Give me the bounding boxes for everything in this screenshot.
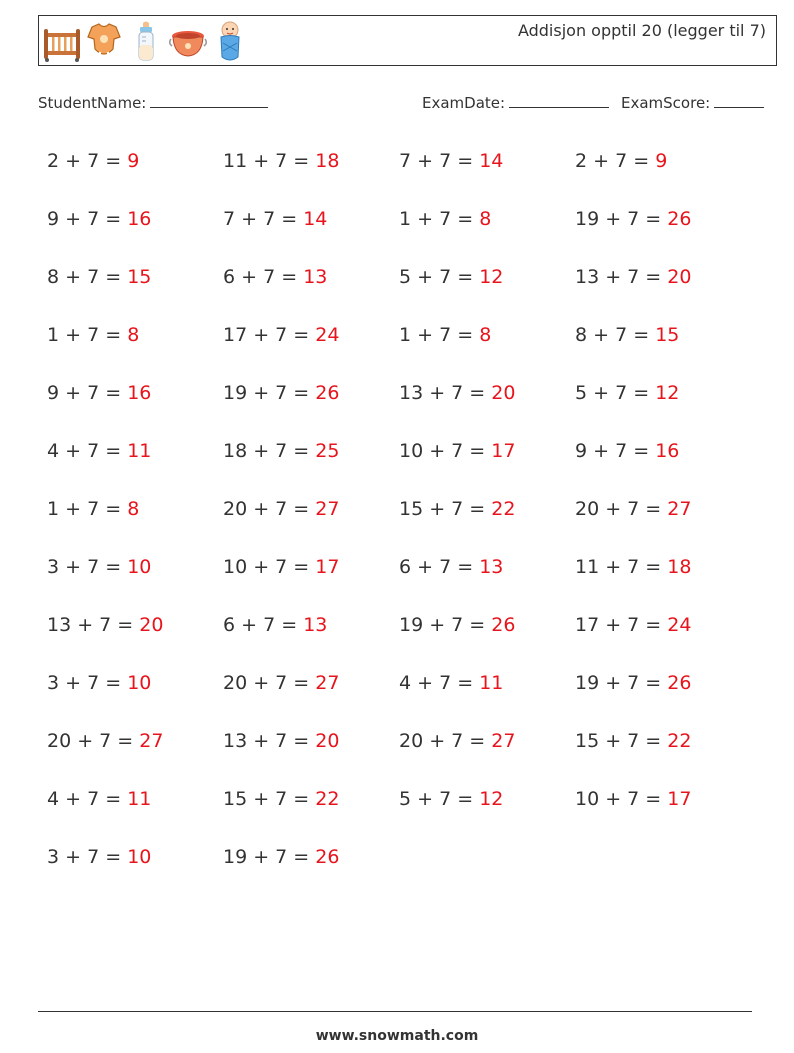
problem-question: 5 + 7 =: [575, 382, 656, 404]
exam-date-blank: [509, 93, 609, 108]
problem-item: [223, 550, 399, 608]
problem-answer: 26: [667, 672, 692, 694]
problem-item: [575, 492, 751, 550]
problem-question: 6 + 7 =: [223, 614, 304, 636]
problem-answer: 22: [315, 788, 340, 810]
problem-question: 18 + 7 =: [223, 440, 316, 462]
problem-answer: 18: [667, 556, 692, 578]
baby-potty-icon: [168, 19, 208, 63]
problem-question: 3 + 7 =: [47, 556, 128, 578]
problem-answer: 12: [479, 788, 504, 810]
header-icons: [42, 19, 250, 63]
problem-question: 8 + 7 =: [575, 324, 656, 346]
problem-question: 2 + 7 =: [47, 150, 128, 172]
problem-item: [47, 782, 223, 840]
problem-item: [223, 144, 399, 202]
problem-question: 20 + 7 =: [223, 672, 316, 694]
problem-question: 17 + 7 =: [575, 614, 668, 636]
problem-question: 17 + 7 =: [223, 324, 316, 346]
student-name-field: [38, 93, 268, 112]
problem-question: 3 + 7 =: [47, 846, 128, 868]
problem-item: [223, 666, 399, 724]
problem-answer: 16: [127, 382, 152, 404]
problem-question: 20 + 7 =: [399, 730, 492, 752]
problem-item: [399, 666, 575, 724]
problem-item: [47, 434, 223, 492]
problem-item: [47, 202, 223, 260]
problem-item: [47, 608, 223, 666]
baby-bottle-icon: [126, 19, 166, 63]
problem-item: [223, 724, 399, 782]
student-name-label: StudentName:: [38, 94, 147, 112]
problem-question: 20 + 7 =: [575, 498, 668, 520]
problem-answer: 8: [479, 208, 492, 230]
problem-question: 20 + 7 =: [223, 498, 316, 520]
problem-question: 15 + 7 =: [399, 498, 492, 520]
problem-item: [47, 376, 223, 434]
problem-answer: 11: [127, 788, 152, 810]
problem-question: 9 + 7 =: [47, 382, 128, 404]
problem-answer: 26: [667, 208, 692, 230]
problem-question: 11 + 7 =: [223, 150, 316, 172]
problem-question: 20 + 7 =: [47, 730, 140, 752]
problem-question: 9 + 7 =: [47, 208, 128, 230]
problem-question: 19 + 7 =: [575, 208, 668, 230]
problem-question: 4 + 7 =: [47, 788, 128, 810]
footer-url: www.snowmath.com: [315, 1028, 479, 1044]
problem-answer: 16: [127, 208, 152, 230]
problem-question: 7 + 7 =: [223, 208, 304, 230]
problem-answer: 20: [139, 614, 164, 636]
problem-question: 15 + 7 =: [575, 730, 668, 752]
problem-answer: 10: [127, 672, 152, 694]
problem-question: 13 + 7 =: [575, 266, 668, 288]
exam-score-blank: [714, 93, 764, 108]
problem-question: 6 + 7 =: [223, 266, 304, 288]
problem-question: 10 + 7 =: [399, 440, 492, 462]
problem-question: 11 + 7 =: [575, 556, 668, 578]
problem-answer: 27: [315, 672, 340, 694]
exam-date-field: [422, 93, 609, 112]
problem-item: [223, 202, 399, 260]
problem-question: 5 + 7 =: [399, 266, 480, 288]
problem-question: 1 + 7 =: [47, 324, 128, 346]
problem-answer: 18: [315, 150, 340, 172]
problem-question: 19 + 7 =: [399, 614, 492, 636]
problem-answer: 12: [655, 382, 680, 404]
problem-item: [223, 318, 399, 376]
problem-item: [575, 724, 751, 782]
problem-answer: 20: [315, 730, 340, 752]
problem-item: [399, 724, 575, 782]
problem-item: [47, 840, 223, 898]
problem-item: [399, 318, 575, 376]
problem-item: [47, 492, 223, 550]
problem-question: 9 + 7 =: [575, 440, 656, 462]
problem-answer: 9: [127, 150, 140, 172]
problem-answer: 9: [655, 150, 668, 172]
problem-item: [399, 782, 575, 840]
problem-answer: 14: [303, 208, 328, 230]
problem-question: 13 + 7 =: [399, 382, 492, 404]
problem-question: 19 + 7 =: [223, 846, 316, 868]
problem-item: [575, 202, 751, 260]
problem-question: 13 + 7 =: [47, 614, 140, 636]
problem-question: 8 + 7 =: [47, 266, 128, 288]
problem-answer: 15: [127, 266, 152, 288]
problem-item: [47, 144, 223, 202]
problem-item: [575, 144, 751, 202]
problem-question: 13 + 7 =: [223, 730, 316, 752]
problem-answer: 22: [667, 730, 692, 752]
problem-item: [223, 840, 399, 898]
problem-item: [223, 376, 399, 434]
problem-answer: 8: [479, 324, 492, 346]
problem-answer: 24: [315, 324, 340, 346]
problem-answer: 17: [491, 440, 516, 462]
problem-question: 1 + 7 =: [399, 208, 480, 230]
problem-question: 5 + 7 =: [399, 788, 480, 810]
problem-item: [223, 608, 399, 666]
problem-answer: 20: [491, 382, 516, 404]
problem-answer: 8: [127, 498, 140, 520]
problem-item: [223, 260, 399, 318]
worksheet-title: Addisjon opptil 20 (legger til 7): [517, 21, 766, 40]
problem-item: [399, 492, 575, 550]
problem-question: 6 + 7 =: [399, 556, 480, 578]
problem-question: 4 + 7 =: [399, 672, 480, 694]
problem-item: [575, 782, 751, 840]
student-name-blank: [150, 93, 268, 108]
problem-item: [575, 666, 751, 724]
problem-item: [399, 202, 575, 260]
problem-item: [575, 550, 751, 608]
problem-item: [575, 260, 751, 318]
problem-question: 10 + 7 =: [575, 788, 668, 810]
problem-question: 3 + 7 =: [47, 672, 128, 694]
problem-question: 2 + 7 =: [575, 150, 656, 172]
problem-answer: 13: [303, 266, 328, 288]
problem-item: [575, 376, 751, 434]
problem-item: [575, 434, 751, 492]
problem-answer: 26: [315, 382, 340, 404]
worksheet-header: [38, 15, 777, 66]
problem-answer: 27: [139, 730, 164, 752]
problem-answer: 17: [667, 788, 692, 810]
problem-answer: 10: [127, 556, 152, 578]
problem-answer: 24: [667, 614, 692, 636]
problem-question: 1 + 7 =: [399, 324, 480, 346]
problem-answer: 11: [127, 440, 152, 462]
problem-grid: [47, 144, 767, 898]
problem-item: [399, 144, 575, 202]
problem-question: 7 + 7 =: [399, 150, 480, 172]
problem-answer: 26: [315, 846, 340, 868]
problem-item: [47, 724, 223, 782]
exam-date-label: ExamDate:: [422, 94, 506, 112]
exam-score-field: [621, 93, 764, 112]
problem-answer: 22: [491, 498, 516, 520]
problem-question: 19 + 7 =: [223, 382, 316, 404]
problem-question: 4 + 7 =: [47, 440, 128, 462]
problem-answer: 16: [655, 440, 680, 462]
problem-item: [399, 550, 575, 608]
problem-question: 1 + 7 =: [47, 498, 128, 520]
problem-item: [399, 608, 575, 666]
problem-item: [399, 260, 575, 318]
problem-question: 19 + 7 =: [575, 672, 668, 694]
problem-answer: 27: [667, 498, 692, 520]
problem-answer: 27: [491, 730, 516, 752]
problem-answer: 20: [667, 266, 692, 288]
problem-answer: 15: [655, 324, 680, 346]
problem-item: [223, 492, 399, 550]
problem-item: [47, 318, 223, 376]
problem-item: [47, 550, 223, 608]
problem-question: 15 + 7 =: [223, 788, 316, 810]
problem-item: [47, 666, 223, 724]
problem-answer: 14: [479, 150, 504, 172]
problem-item: [223, 434, 399, 492]
problem-answer: 10: [127, 846, 152, 868]
problem-answer: 13: [303, 614, 328, 636]
problem-item: [47, 260, 223, 318]
problem-answer: 25: [315, 440, 340, 462]
problem-item: [575, 608, 751, 666]
crib-icon: [42, 19, 82, 63]
footer-divider: [38, 1011, 752, 1012]
problem-item: [399, 434, 575, 492]
problem-answer: 17: [315, 556, 340, 578]
swaddled-baby-icon: [210, 19, 250, 63]
problem-item: [223, 782, 399, 840]
problem-answer: 26: [491, 614, 516, 636]
baby-onesie-icon: [84, 19, 124, 63]
problem-question: 10 + 7 =: [223, 556, 316, 578]
problem-answer: 11: [479, 672, 504, 694]
problem-answer: 27: [315, 498, 340, 520]
problem-answer: 12: [479, 266, 504, 288]
problem-item: [575, 318, 751, 376]
problem-item: [399, 376, 575, 434]
problem-answer: 8: [127, 324, 140, 346]
exam-score-label: ExamScore:: [621, 94, 711, 112]
problem-answer: 13: [479, 556, 504, 578]
